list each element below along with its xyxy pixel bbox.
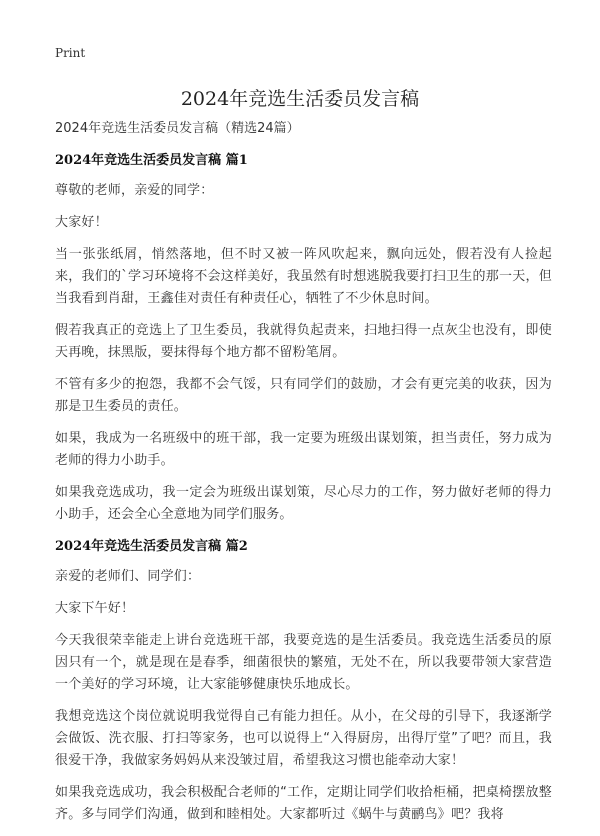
paragraph: 如果，我成为一名班级中的班干部，我一定要为班级出谋划策，担当责任，努力成为老师的得力小助手。: [55, 431, 552, 468]
page-title: 2024年竞选生活委员发言稿: [180, 88, 420, 110]
paragraph: 大家好！: [55, 215, 108, 230]
paragraph: 不管有多少的抱怨，我都不会气馁，只有同学们的鼓励，才会有更完美的收获，因为那是卫生委员的责任。: [55, 377, 552, 414]
paragraph: 尊敬的老师，亲爱的同学：: [55, 183, 214, 198]
paragraph: 当一张张纸屑，悄然落地，但不时又被一阵风吹起来，飘向远处，假若没有人捡起来，我们的`学习环境将不会这样美好，我虽然有时想逃脱我要打扫卫生的那一天，但当我看到肖甜，王鑫佳对责任有种责任心，牺牲了不少休息时间。: [55, 247, 552, 306]
paragraph: 亲爱的老师们、同学们：: [55, 569, 201, 584]
document-subtitle: 2024年竞选生活委员发言稿（精选24篇）: [55, 121, 300, 136]
paragraph: 大家下午好！: [55, 601, 135, 616]
paragraph: 如果我竞选成功，我一定会为班级出谋划策，尽心尽力的工作，努力做好老师的得力小助手，还会全心全意地为同学们服务。: [55, 485, 552, 522]
document-content: [55, 118, 552, 836]
print-label[interactable]: Print: [55, 46, 86, 60]
section-heading: 2024年竞选生活委员发言稿 篇1: [55, 153, 248, 168]
paragraph: 我想竞选这个岗位就说明我觉得自己有能力担任。从小，在父母的引导下，我逐渐学会做饭、洗衣服、打扫等家务，也可以说得上“入得厨房，出得厅堂”了吧？而且，我很爱干净，我做家务妈妈从来没皱过眉，希望我这习惯也能牵动大家！: [55, 709, 552, 768]
section-1: [55, 150, 552, 526]
section-heading: 2024年竞选生活委员发言稿 篇2: [55, 539, 248, 554]
paragraph: 如果我竞选成功，我会积极配合老师的“工作，定期让同学们收拾柜桶，把桌椅摆放整齐。多与同学们沟通，做到和睦相处。大家都听过《蜗牛与黄鹂鸟》吧？我将: [55, 785, 552, 822]
section-2: [55, 536, 552, 826]
paragraph: 今天我很荣幸能走上讲台竞选班干部，我要竞选的是生活委员。我竞选生活委员的原因只有一个，就是现在是春季，细菌很快的繁殖，无处不在，所以我要带领大家营造一个美好的学习环境，让大家能够健康快乐地成长。: [55, 633, 552, 692]
paragraph: 假若我真正的竞选上了卫生委员，我就得负起责来，扫地扫得一点灰尘也没有，即使天再晚，抹黑版，要抹得每个地方都不留粉笔屑。: [55, 323, 552, 360]
